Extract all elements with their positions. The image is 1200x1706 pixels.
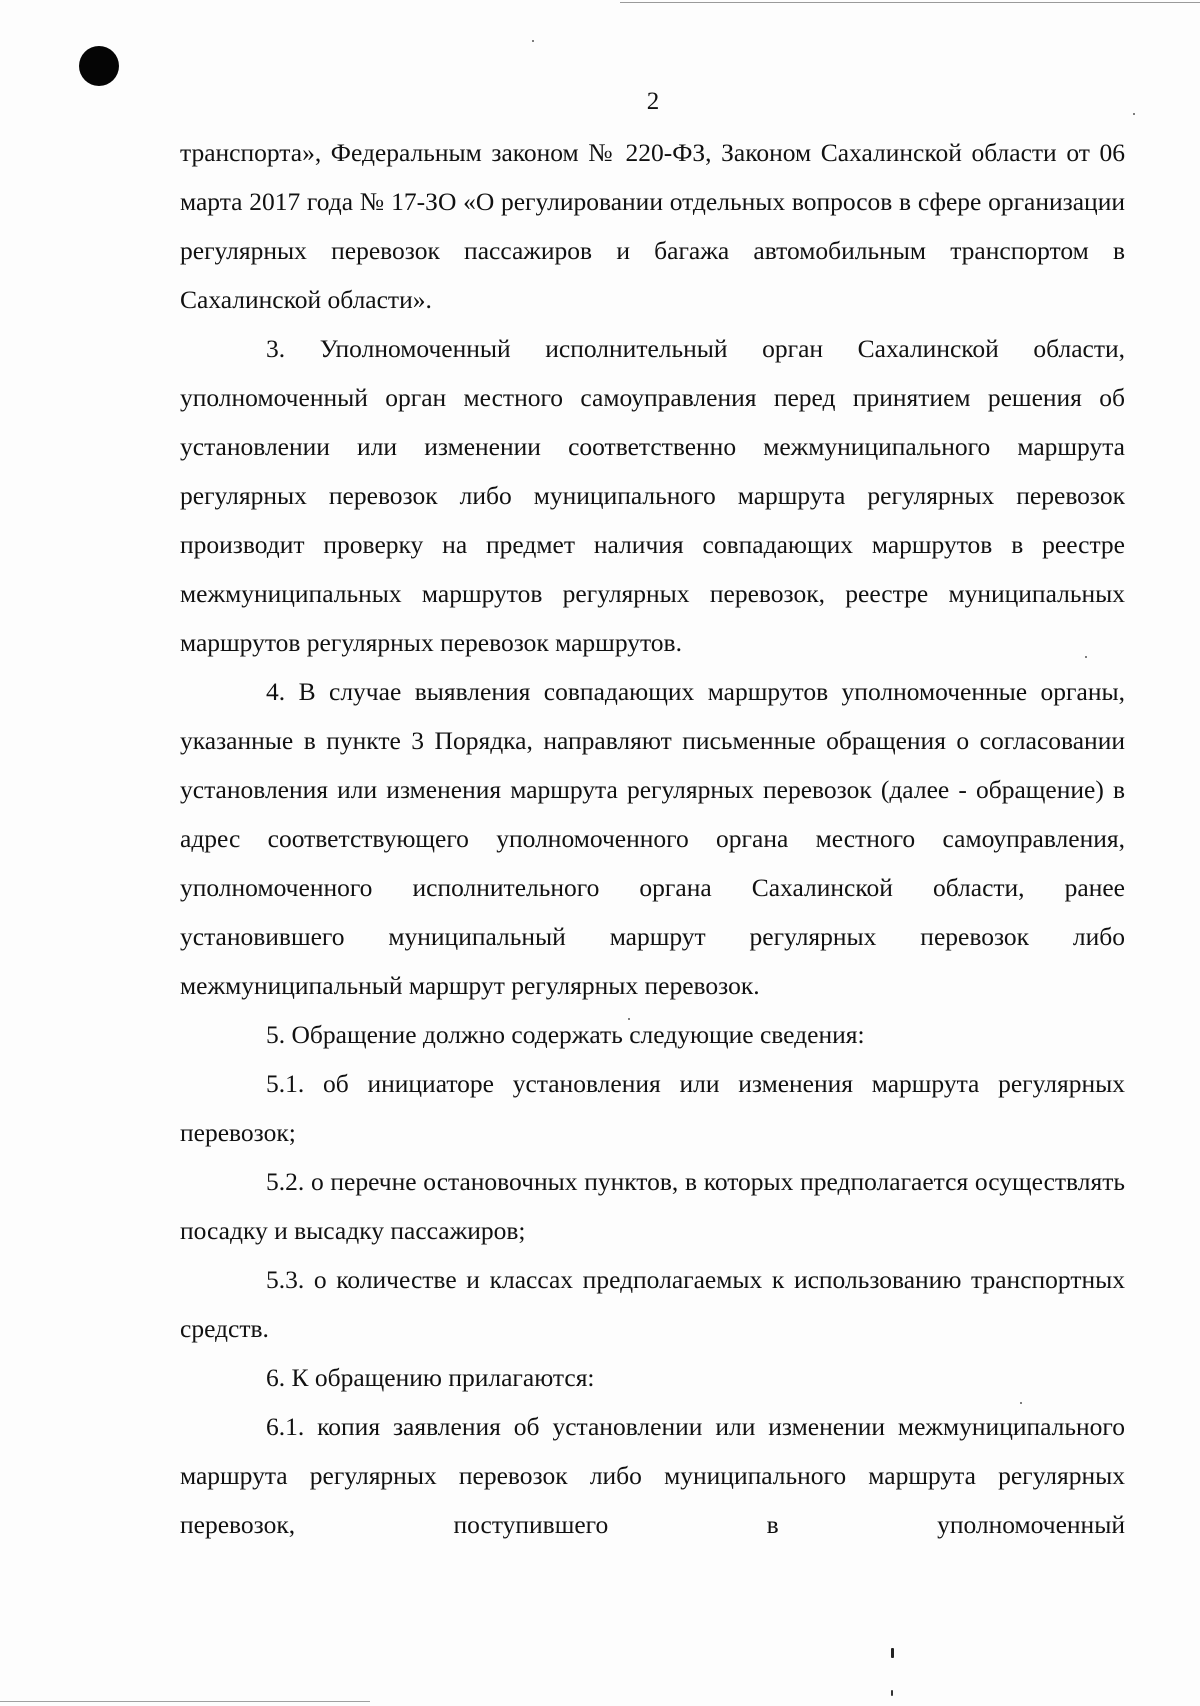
scan-mark: [891, 1648, 894, 1658]
paragraph-intro-continuation: транспорта», Федеральным законом № 220-ФЗ, Законом Сахалинской области от 06 марта 2017 года № 17-ЗО «О регулировании отдельных вопросов в сфере организации регулярных перевозок пассажиров и багажа автомобильным транспортом в Сахалинской области».: [180, 138, 1125, 314]
scan-speck: [532, 40, 534, 42]
document-body: [180, 128, 1125, 1549]
paragraph-item-5-2: 5.2. о перечне остановочных пунктов, в которых предполагается осуществлять посадку и высадку пассажиров;: [180, 1167, 1125, 1245]
scan-edge-line-bottom: [0, 1701, 370, 1702]
scan-edge-line-top: [620, 2, 1200, 3]
scan-speck: [1133, 113, 1135, 115]
scan-speck: [1085, 656, 1087, 658]
paragraph-item-6: 6. К обращению прилагаются:: [266, 1363, 595, 1392]
scan-mark: [891, 1690, 893, 1696]
paragraph-item-5-1: 5.1. об инициаторе установления или изменения маршрута регулярных перевозок;: [180, 1069, 1125, 1147]
paragraph-item-3: 3. Уполномоченный исполнительный орган Сахалинской области, уполномоченный орган местного самоуправления перед принятием решения об установлении или изменении соответственно межмуниципального маршрута регулярных перевозок либо муниципального маршрута регулярных перевозок производит проверку на предмет наличия совпадающих маршрутов в реестре межмуниципальных маршрутов регулярных перевозок, реестре муниципальных маршрутов регулярных перевозок маршрутов.: [180, 334, 1125, 657]
paragraph-item-4: 4. В случае выявления совпадающих маршрутов уполномоченные органы, указанные в пункте 3 Порядка, направляют письменные обращения о согласовании установления или изменения маршрута регулярных перевозок (далее - обращение) в адрес соответствующего уполномоченного органа местного самоуправления, уполномоченного исполнительного органа Сахалинской области, ранее установившего муниципальный маршрут регулярных перевозок либо межмуниципальный маршрут регулярных перевозок.: [180, 677, 1125, 1000]
punch-hole-mark: [79, 46, 119, 86]
page-number: 2: [646, 88, 660, 115]
scan-speck: [628, 1018, 630, 1020]
paragraph-item-6-1: 6.1. копия заявления об установлении или изменении межмуниципального маршрута регулярных перевозок либо муниципального маршрута регулярных перевозок, поступившего в уполномоченный: [180, 1412, 1125, 1539]
paragraph-item-5: 5. Обращение должно содержать следующие сведения:: [266, 1020, 865, 1049]
scan-speck: [1020, 1402, 1022, 1404]
paragraph-item-5-3: 5.3. о количестве и классах предполагаемых к использованию транспортных средств.: [180, 1265, 1125, 1343]
